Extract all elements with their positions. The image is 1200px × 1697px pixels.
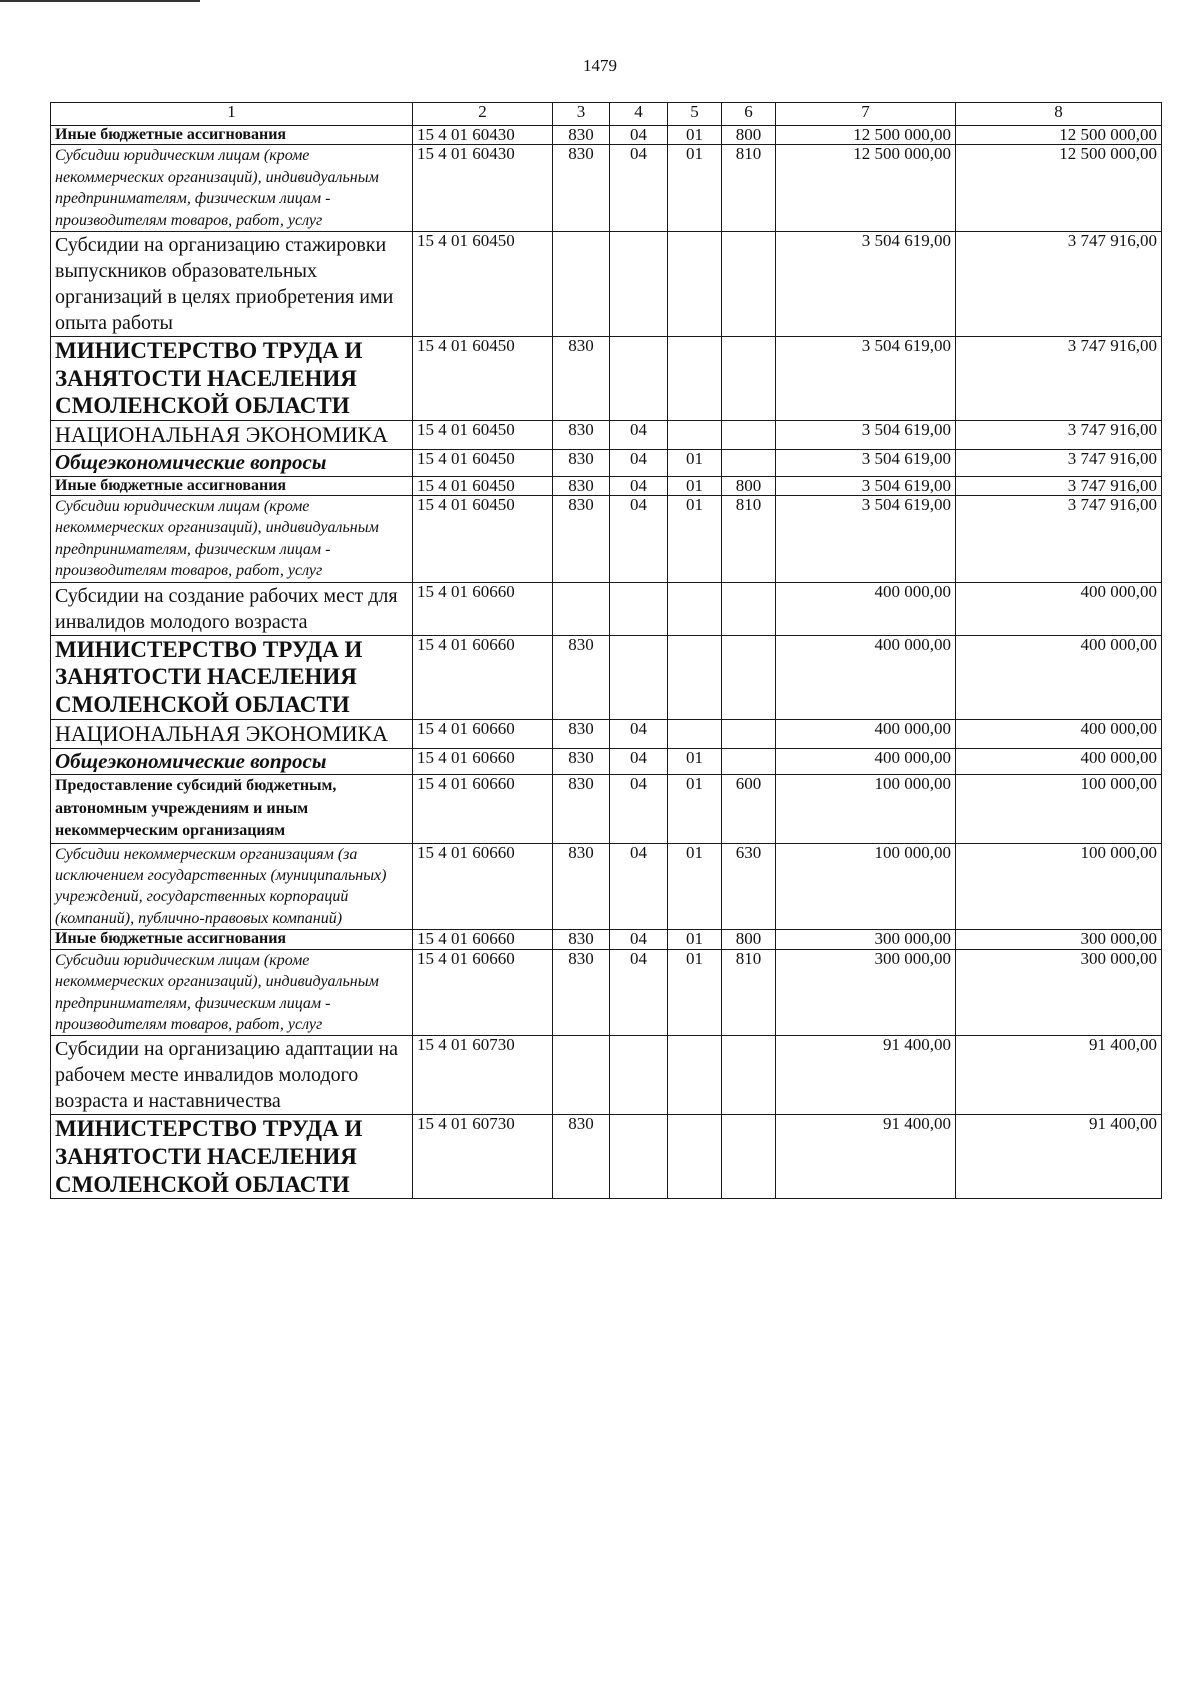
amount-year1-cell: 300 000,00 <box>776 930 956 949</box>
expense-type-cell: 810 <box>722 496 776 583</box>
ministry-code-cell: 830 <box>553 476 610 495</box>
expense-type-cell: 810 <box>722 949 776 1036</box>
ministry-code-cell: 830 <box>553 1115 610 1199</box>
subsection-cell: 01 <box>668 145 722 232</box>
header-cell: 6 <box>722 103 776 126</box>
amount-year2-cell: 3 747 916,00 <box>956 232 1162 337</box>
ministry-code-cell <box>553 1036 610 1115</box>
section-cell: 04 <box>610 749 668 775</box>
amount-year1-cell: 400 000,00 <box>776 719 956 749</box>
target-article-cell: 15 4 01 60450 <box>413 420 553 450</box>
row-name-cell: Общеэкономические вопросы <box>51 450 413 476</box>
amount-year2-cell: 12 500 000,00 <box>956 145 1162 232</box>
row-name-cell: Общеэкономические вопросы <box>51 749 413 775</box>
amount-year1-cell: 100 000,00 <box>776 775 956 843</box>
row-name-cell: Субсидии на организацию стажировки выпускников образовательных организаций в целях приобретения ими опыта работы <box>51 232 413 337</box>
section-cell <box>610 1115 668 1199</box>
table-row <box>51 635 1162 719</box>
section-cell: 04 <box>610 843 668 930</box>
section-cell: 04 <box>610 476 668 495</box>
expense-type-cell <box>722 337 776 421</box>
amount-year2-cell: 300 000,00 <box>956 930 1162 949</box>
row-name-cell: Иные бюджетные ассигнования <box>51 930 413 949</box>
target-article-cell: 15 4 01 60730 <box>413 1036 553 1115</box>
row-name-cell: Предоставление субсидий бюджетным, автономным учреждениям и иным некоммерческим организациям <box>51 775 413 843</box>
subsection-cell <box>668 1036 722 1115</box>
amount-year2-cell: 3 747 916,00 <box>956 496 1162 583</box>
amount-year1-cell: 91 400,00 <box>776 1115 956 1199</box>
ministry-code-cell: 830 <box>553 775 610 843</box>
row-name-cell: НАЦИОНАЛЬНАЯ ЭКОНОМИКА <box>51 719 413 749</box>
subsection-cell: 01 <box>668 749 722 775</box>
section-cell: 04 <box>610 145 668 232</box>
section-cell: 04 <box>610 719 668 749</box>
row-name-cell: Субсидии юридическим лицам (кроме некоммерческих организаций), индивидуальным предпринимателям, физическим лицам - производителям товаров, работ, услуг <box>51 949 413 1036</box>
amount-year2-cell: 400 000,00 <box>956 635 1162 719</box>
ministry-code-cell <box>553 582 610 635</box>
target-article-cell: 15 4 01 60660 <box>413 775 553 843</box>
amount-year1-cell: 3 504 619,00 <box>776 337 956 421</box>
section-cell: 04 <box>610 949 668 1036</box>
section-cell <box>610 337 668 421</box>
expense-type-cell: 600 <box>722 775 776 843</box>
table-row <box>51 145 1162 232</box>
expense-type-cell <box>722 1036 776 1115</box>
row-name-cell: Субсидии на создание рабочих мест для инвалидов молодого возраста <box>51 582 413 635</box>
top-rule <box>0 0 200 2</box>
ministry-code-cell: 830 <box>553 930 610 949</box>
expense-type-cell <box>722 1115 776 1199</box>
subsection-cell: 01 <box>668 775 722 843</box>
ministry-code-cell: 830 <box>553 949 610 1036</box>
amount-year2-cell: 300 000,00 <box>956 949 1162 1036</box>
amount-year2-cell: 100 000,00 <box>956 775 1162 843</box>
table-row <box>51 496 1162 583</box>
subsection-cell <box>668 420 722 450</box>
amount-year1-cell: 3 504 619,00 <box>776 450 956 476</box>
table-row <box>51 450 1162 476</box>
section-cell <box>610 1036 668 1115</box>
ministry-code-cell: 830 <box>553 420 610 450</box>
amount-year1-cell: 12 500 000,00 <box>776 126 956 145</box>
section-cell: 04 <box>610 930 668 949</box>
header-cell: 5 <box>668 103 722 126</box>
subsection-cell <box>668 719 722 749</box>
section-cell: 04 <box>610 496 668 583</box>
amount-year2-cell: 3 747 916,00 <box>956 337 1162 421</box>
table-row <box>51 949 1162 1036</box>
target-article-cell: 15 4 01 60430 <box>413 126 553 145</box>
amount-year2-cell: 100 000,00 <box>956 843 1162 930</box>
amount-year2-cell: 91 400,00 <box>956 1115 1162 1199</box>
table-row <box>51 775 1162 843</box>
header-cell: 2 <box>413 103 553 126</box>
row-name-cell: Субсидии юридическим лицам (кроме некоммерческих организаций), индивидуальным предпринимателям, физическим лицам - производителям товаров, работ, услуг <box>51 145 413 232</box>
target-article-cell: 15 4 01 60660 <box>413 582 553 635</box>
target-article-cell: 15 4 01 60450 <box>413 232 553 337</box>
row-name-cell: Иные бюджетные ассигнования <box>51 126 413 145</box>
expense-type-cell: 630 <box>722 843 776 930</box>
subsection-cell: 01 <box>668 476 722 495</box>
subsection-cell <box>668 1115 722 1199</box>
ministry-code-cell: 830 <box>553 719 610 749</box>
section-cell: 04 <box>610 775 668 843</box>
subsection-cell <box>668 635 722 719</box>
row-name-cell: Субсидии на организацию адаптации на рабочем месте инвалидов молодого возраста и наставничества <box>51 1036 413 1115</box>
subsection-cell: 01 <box>668 930 722 949</box>
header-cell: 3 <box>553 103 610 126</box>
row-name-cell: Иные бюджетные ассигнования <box>51 476 413 495</box>
header-cell: 1 <box>51 103 413 126</box>
table-row <box>51 337 1162 421</box>
target-article-cell: 15 4 01 60430 <box>413 145 553 232</box>
section-cell <box>610 232 668 337</box>
table-row <box>51 420 1162 450</box>
table-row <box>51 930 1162 949</box>
row-name-cell: МИНИСТЕРСТВО ТРУДА И ЗАНЯТОСТИ НАСЕЛЕНИЯ СМОЛЕНСКОЙ ОБЛАСТИ <box>51 1115 413 1199</box>
target-article-cell: 15 4 01 60450 <box>413 476 553 495</box>
ministry-code-cell: 830 <box>553 337 610 421</box>
target-article-cell: 15 4 01 60450 <box>413 450 553 476</box>
amount-year1-cell: 12 500 000,00 <box>776 145 956 232</box>
target-article-cell: 15 4 01 60450 <box>413 337 553 421</box>
target-article-cell: 15 4 01 60730 <box>413 1115 553 1199</box>
expense-type-cell: 810 <box>722 145 776 232</box>
subsection-cell: 01 <box>668 843 722 930</box>
amount-year2-cell: 400 000,00 <box>956 582 1162 635</box>
table-row <box>51 582 1162 635</box>
amount-year1-cell: 3 504 619,00 <box>776 232 956 337</box>
amount-year2-cell: 3 747 916,00 <box>956 476 1162 495</box>
amount-year1-cell: 100 000,00 <box>776 843 956 930</box>
section-cell: 04 <box>610 420 668 450</box>
budget-table <box>50 102 1162 1199</box>
subsection-cell: 01 <box>668 949 722 1036</box>
expense-type-cell <box>722 749 776 775</box>
amount-year2-cell: 400 000,00 <box>956 719 1162 749</box>
table-row <box>51 476 1162 495</box>
expense-type-cell <box>722 420 776 450</box>
section-cell <box>610 635 668 719</box>
target-article-cell: 15 4 01 60660 <box>413 749 553 775</box>
table-row <box>51 843 1162 930</box>
header-row <box>51 103 1162 126</box>
table-body <box>51 103 1162 1199</box>
expense-type-cell <box>722 582 776 635</box>
expense-type-cell: 800 <box>722 930 776 949</box>
amount-year1-cell: 400 000,00 <box>776 749 956 775</box>
target-article-cell: 15 4 01 60660 <box>413 949 553 1036</box>
subsection-cell <box>668 232 722 337</box>
row-name-cell: НАЦИОНАЛЬНАЯ ЭКОНОМИКА <box>51 420 413 450</box>
ministry-code-cell: 830 <box>553 450 610 476</box>
amount-year1-cell: 400 000,00 <box>776 582 956 635</box>
table-row <box>51 232 1162 337</box>
header-cell: 7 <box>776 103 956 126</box>
section-cell: 04 <box>610 126 668 145</box>
header-cell: 8 <box>956 103 1162 126</box>
amount-year1-cell: 3 504 619,00 <box>776 420 956 450</box>
amount-year1-cell: 300 000,00 <box>776 949 956 1036</box>
ministry-code-cell: 830 <box>553 145 610 232</box>
header-cell: 4 <box>610 103 668 126</box>
table-row <box>51 749 1162 775</box>
section-cell <box>610 582 668 635</box>
amount-year2-cell: 12 500 000,00 <box>956 126 1162 145</box>
table-row <box>51 719 1162 749</box>
table-row <box>51 1036 1162 1115</box>
ministry-code-cell: 830 <box>553 126 610 145</box>
amount-year2-cell: 3 747 916,00 <box>956 450 1162 476</box>
amount-year2-cell: 3 747 916,00 <box>956 420 1162 450</box>
ministry-code-cell <box>553 232 610 337</box>
row-name-cell: МИНИСТЕРСТВО ТРУДА И ЗАНЯТОСТИ НАСЕЛЕНИЯ СМОЛЕНСКОЙ ОБЛАСТИ <box>51 635 413 719</box>
target-article-cell: 15 4 01 60660 <box>413 843 553 930</box>
expense-type-cell <box>722 232 776 337</box>
subsection-cell <box>668 337 722 421</box>
amount-year2-cell: 400 000,00 <box>956 749 1162 775</box>
ministry-code-cell: 830 <box>553 635 610 719</box>
subsection-cell <box>668 582 722 635</box>
section-cell: 04 <box>610 450 668 476</box>
subsection-cell: 01 <box>668 126 722 145</box>
amount-year1-cell: 3 504 619,00 <box>776 476 956 495</box>
expense-type-cell <box>722 450 776 476</box>
amount-year1-cell: 3 504 619,00 <box>776 496 956 583</box>
expense-type-cell: 800 <box>722 126 776 145</box>
expense-type-cell <box>722 719 776 749</box>
subsection-cell: 01 <box>668 450 722 476</box>
amount-year1-cell: 91 400,00 <box>776 1036 956 1115</box>
row-name-cell: Субсидии юридическим лицам (кроме некоммерческих организаций), индивидуальным предпринимателям, физическим лицам - производителям товаров, работ, услуг <box>51 496 413 583</box>
ministry-code-cell: 830 <box>553 843 610 930</box>
table-row <box>51 1115 1162 1199</box>
expense-type-cell: 800 <box>722 476 776 495</box>
row-name-cell: Субсидии некоммерческим организациям (за исключением государственных (муниципальных) учреждений, государственных корпораций (компаний), публично-правовых компаний) <box>51 843 413 930</box>
target-article-cell: 15 4 01 60660 <box>413 719 553 749</box>
page-number: 1479 <box>583 56 617 75</box>
target-article-cell: 15 4 01 60660 <box>413 635 553 719</box>
ministry-code-cell: 830 <box>553 496 610 583</box>
subsection-cell: 01 <box>668 496 722 583</box>
table-row <box>51 126 1162 145</box>
row-name-cell: МИНИСТЕРСТВО ТРУДА И ЗАНЯТОСТИ НАСЕЛЕНИЯ СМОЛЕНСКОЙ ОБЛАСТИ <box>51 337 413 421</box>
ministry-code-cell: 830 <box>553 749 610 775</box>
amount-year2-cell: 91 400,00 <box>956 1036 1162 1115</box>
amount-year1-cell: 400 000,00 <box>776 635 956 719</box>
target-article-cell: 15 4 01 60660 <box>413 930 553 949</box>
expense-type-cell <box>722 635 776 719</box>
target-article-cell: 15 4 01 60450 <box>413 496 553 583</box>
